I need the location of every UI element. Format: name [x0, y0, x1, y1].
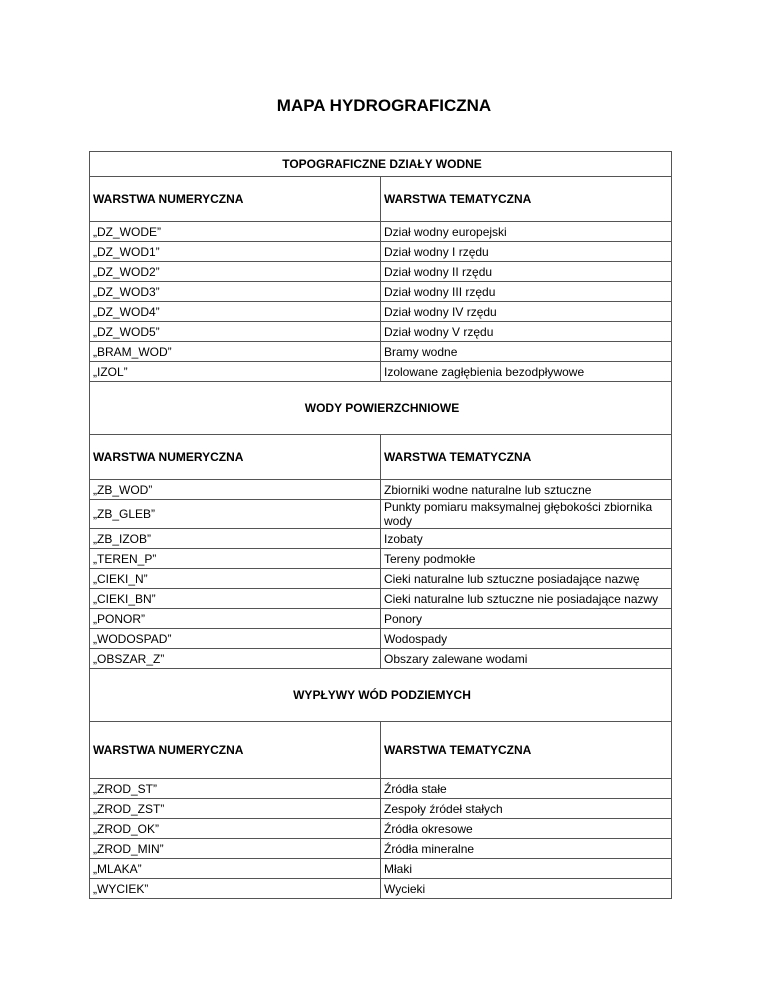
layer-code: „DZ_WOD1”	[90, 242, 381, 262]
table-row	[90, 839, 672, 859]
layer-code: „DZ_WOD3”	[90, 282, 381, 302]
layer-code: „TEREN_P”	[90, 549, 381, 569]
layer-code: „ZB_WOD”	[90, 480, 381, 500]
layer-code: „CIEKI_BN”	[90, 589, 381, 609]
layer-description: Dział wodny V rzędu	[381, 322, 672, 342]
layer-code: „ZROD_ZST”	[90, 799, 381, 819]
layer-description: Bramy wodne	[381, 342, 672, 362]
layer-code: „ZB_IZOB”	[90, 529, 381, 549]
table-row	[90, 242, 672, 262]
table-row	[90, 302, 672, 322]
layer-code: „WYCIEK”	[90, 879, 381, 899]
table-row	[90, 362, 672, 382]
layer-description: Punkty pomiaru maksymalnej głębokości zbiornika wody	[381, 500, 672, 529]
layer-code: „CIEKI_N”	[90, 569, 381, 589]
table-row	[90, 282, 672, 302]
column-header-numeric: WARSTWA NUMERYCZNA	[90, 435, 381, 480]
layer-description: Cieki naturalne lub sztuczne nie posiadające nazwy	[381, 589, 672, 609]
layer-description: Dział wodny III rzędu	[381, 282, 672, 302]
table-row	[90, 549, 672, 569]
table-row	[90, 819, 672, 839]
table-row	[90, 799, 672, 819]
layer-description: Zbiorniki wodne naturalne lub sztuczne	[381, 480, 672, 500]
section-title: WODY POWIERZCHNIOWE	[90, 382, 672, 435]
page-title: MAPA HYDROGRAFICZNA	[276, 96, 492, 115]
section-title: WYPŁYWY WÓD PODZIEMYCH	[90, 669, 672, 722]
layer-description: Źródła mineralne	[381, 839, 672, 859]
layer-code: „BRAM_WOD”	[90, 342, 381, 362]
table-row	[90, 589, 672, 609]
layer-code: „ZROD_MIN”	[90, 839, 381, 859]
layer-description: Izobaty	[381, 529, 672, 549]
layer-description: Wodospady	[381, 629, 672, 649]
layer-description: Ponory	[381, 609, 672, 629]
layer-description: Dział wodny IV rzędu	[381, 302, 672, 322]
table-row	[90, 879, 672, 899]
table-row	[90, 529, 672, 549]
layer-description: Młaki	[381, 859, 672, 879]
section-title: TOPOGRAFICZNE DZIAŁY WODNE	[90, 152, 672, 177]
column-header-thematic: WARSTWA TEMATYCZNA	[381, 177, 672, 222]
layer-description: Cieki naturalne lub sztuczne posiadające nazwę	[381, 569, 672, 589]
column-header-thematic: WARSTWA TEMATYCZNA	[381, 435, 672, 480]
layer-description: Wycieki	[381, 879, 672, 899]
layer-code: „IZOL”	[90, 362, 381, 382]
table-row	[90, 609, 672, 629]
table-row	[90, 480, 672, 500]
layer-description: Izolowane zagłębienia bezodpływowe	[381, 362, 672, 382]
table-row	[90, 222, 672, 242]
table-row	[90, 629, 672, 649]
layer-code: „PONOR”	[90, 609, 381, 629]
layer-code: „ZROD_OK”	[90, 819, 381, 839]
column-header-numeric: WARSTWA NUMERYCZNA	[90, 177, 381, 222]
table-row	[90, 779, 672, 799]
column-header-numeric: WARSTWA NUMERYCZNA	[90, 722, 381, 779]
layer-code: „OBSZAR_Z”	[90, 649, 381, 669]
table-row	[90, 500, 672, 529]
layer-description: Źródła okresowe	[381, 819, 672, 839]
table-row	[90, 342, 672, 362]
table-row	[90, 322, 672, 342]
table-row	[90, 262, 672, 282]
layer-description: Źródła stałe	[381, 779, 672, 799]
layer-description: Dział wodny I rzędu	[381, 242, 672, 262]
column-header-thematic: WARSTWA TEMATYCZNA	[381, 722, 672, 779]
layer-code: „DZ_WOD4”	[90, 302, 381, 322]
layer-description: Tereny podmokłe	[381, 549, 672, 569]
layer-code: „ZB_GLEB”	[90, 500, 381, 529]
layer-code: „MLAKA”	[90, 859, 381, 879]
table-row	[90, 859, 672, 879]
table-row	[90, 649, 672, 669]
layer-code: „DZ_WOD5”	[90, 322, 381, 342]
layer-code: „ZROD_ST”	[90, 779, 381, 799]
layer-description: Zespoły źródeł stałych	[381, 799, 672, 819]
layer-code: „DZ_WODE”	[90, 222, 381, 242]
layers-table	[89, 151, 672, 899]
layer-description: Obszary zalewane wodami	[381, 649, 672, 669]
table-row	[90, 569, 672, 589]
layer-code: „WODOSPAD”	[90, 629, 381, 649]
layer-code: „DZ_WOD2”	[90, 262, 381, 282]
layer-description: Dział wodny europejski	[381, 222, 672, 242]
layer-description: Dział wodny II rzędu	[381, 262, 672, 282]
